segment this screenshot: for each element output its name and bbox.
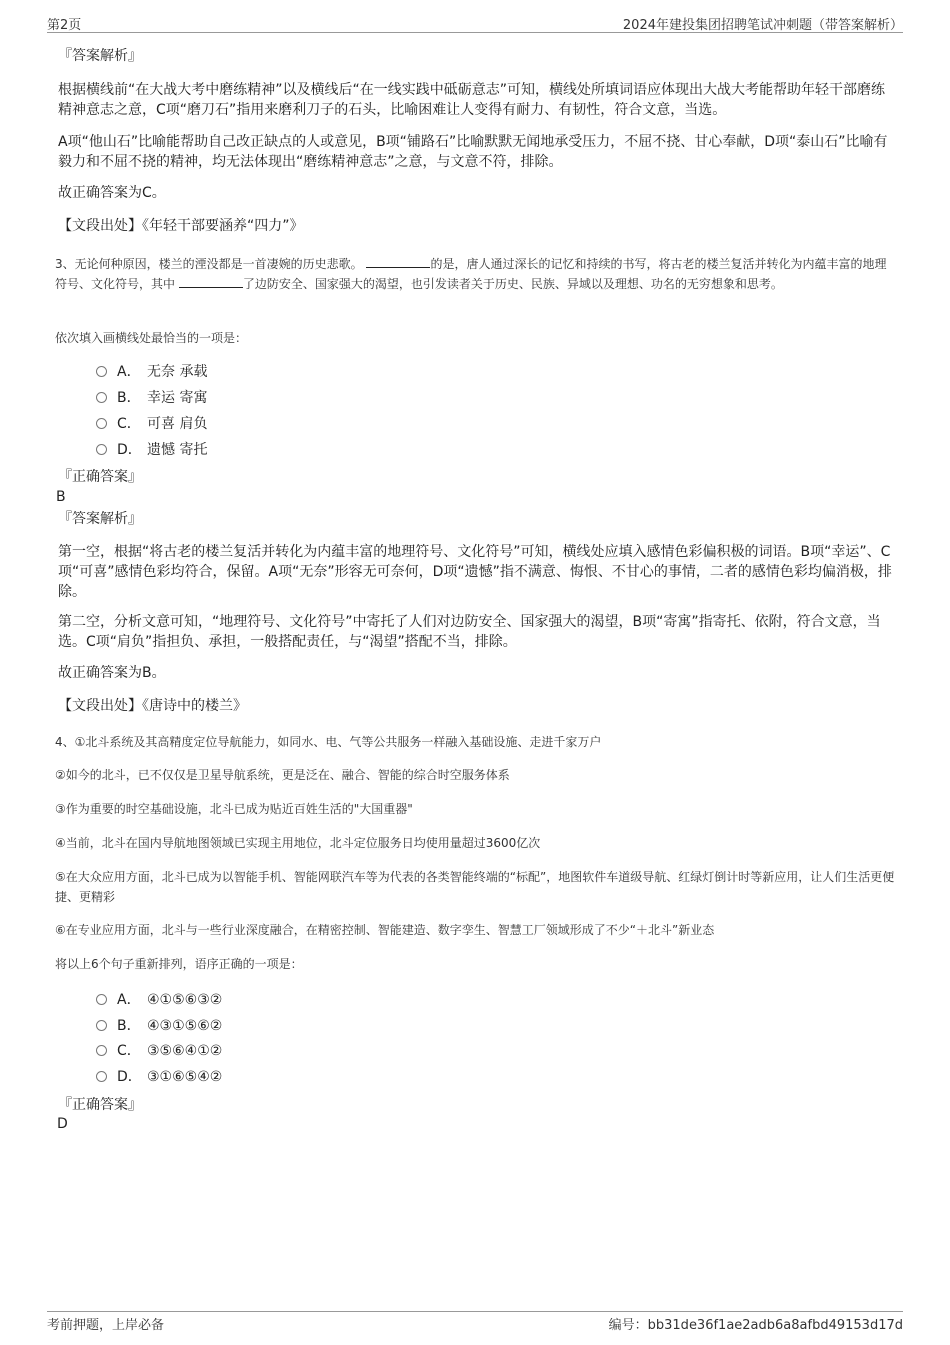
q4-sentence-1: 4、①北斗系统及其高精度定位导航能力，如同水、电、气等公共服务一样融入基础设施、走进千家万户 xyxy=(55,735,602,749)
footer-slogan: 考前押题，上岸必备 xyxy=(47,1318,165,1333)
footer-serial: 编号：bb31de36f1ae2adb6a8afbd49153d17d xyxy=(608,1318,903,1333)
q4-answer-label: 『正确答案』 xyxy=(58,1097,142,1113)
q4-sentence-4: ④当前，北斗在国内导航地图领域已实现主用地位，北斗定位服务日均使用量超过3600亿次 xyxy=(55,836,541,850)
q3-stem-part-b: 的是，唐人通过深长的记忆和持续的书写，将古老的楼兰复活并转化为内蕴丰富的地理符号、文化符号，其中 xyxy=(55,257,887,291)
q3-option-a[interactable]: A． 无奈 承载 xyxy=(96,362,207,382)
blank-line-1 xyxy=(366,255,430,268)
q2-analysis-label: 『答案解析』 xyxy=(58,48,142,64)
radio-icon[interactable] xyxy=(96,392,107,403)
q4-prompt: 将以上6个句子重新排列，语序正确的一项是： xyxy=(55,957,303,971)
page-footer xyxy=(47,1311,903,1332)
q3-analysis-p1: 第一空，根据“将古老的楼兰复活并转化为内蕴丰富的地理符号、文化符号”可知，横线处应填入感情色彩偏积极的词语。B项“幸运”、C项“可喜”感情色彩均符合，保留。A项“无奈”形容无可奈何，D项“遗憾”指不满意、悔恨、不甘心的事情，二者的感情色彩均偏消极，排除。 xyxy=(58,544,892,600)
radio-icon[interactable] xyxy=(96,1020,107,1031)
q4-option-b[interactable]: B． ④③①⑤⑥② xyxy=(96,1016,222,1036)
q3-analysis-label: 『答案解析』 xyxy=(58,511,142,527)
q3-option-b[interactable]: B． 幸运 寄寓 xyxy=(96,388,207,408)
q4-option-c[interactable]: C． ③⑤⑥④①② xyxy=(96,1041,222,1061)
blank-line-2 xyxy=(179,275,243,288)
q4-option-d[interactable]: D． ③①⑥⑤④② xyxy=(96,1067,222,1087)
q3-stem xyxy=(55,254,897,294)
q3-source: 【文段出处】《唐诗中的楼兰》 xyxy=(58,698,247,714)
q2-analysis-p2: A项“他山石”比喻能帮助自己改正缺点的人或意见，B项“铺路石”比喻默默无闻地承受压力，不屈不挠、甘心奉献，D项“泰山石”比喻有毅力和不屈不挠的精神，均无法体现出“磨练精神意志”之意，与文意不符，排除。 xyxy=(58,134,888,170)
q3-stem-part-c: 了边防安全、国家强大的渴望，也引发读者关于历史、民族、异域以及理想、功名的无穷想象和思考。 xyxy=(242,277,783,291)
page-number: 第2页 xyxy=(47,18,82,33)
q3-analysis-p2: 第二空，分析文意可知，“地理符号、文化符号”中寄托了人们对边防安全、国家强大的渴望，B项“寄寓”指寄托、依附，符合文意，当选。C项“肩负”指担负、承担，一般搭配责任，与“渴望”搭配不当，排除。 xyxy=(58,614,881,650)
q2-source: 【文段出处】《年轻干部要涵养“四力”》 xyxy=(58,218,304,234)
q3-option-c[interactable]: C． 可喜 肩负 xyxy=(96,414,207,434)
q4-sentence-2: ②如今的北斗，已不仅仅是卫星导航系统，更是泛在、融合、智能的综合时空服务体系 xyxy=(55,768,510,782)
page-header xyxy=(47,12,903,33)
q2-conclusion: 故正确答案为C。 xyxy=(58,185,166,201)
radio-icon[interactable] xyxy=(96,366,107,377)
q3-option-d[interactable]: D． 遗憾 寄托 xyxy=(96,440,207,460)
q3-stem-part-a: 3、无论何种原因，楼兰的湮没都是一首凄婉的历史悲歌。 xyxy=(55,257,363,271)
radio-icon[interactable] xyxy=(96,1071,107,1082)
q3-prompt: 依次填入画横线处最恰当的一项是： xyxy=(55,331,248,345)
q2-analysis-p1: 根据横线前“在大战大考中磨练精神”以及横线后“在一线实践中砥砺意志”可知，横线处所填词语应体现出大战大考能帮助年轻干部磨练精神意志之意，C项“磨刀石”指用来磨利刀子的石头，比喻困难让人变得有耐力、有韧性，符合文意，当选。 xyxy=(58,82,886,118)
q4-option-a[interactable]: A． ④①⑤⑥③② xyxy=(96,990,222,1010)
radio-icon[interactable] xyxy=(96,994,107,1005)
q3-answer: B xyxy=(56,489,66,505)
q4-answer: D xyxy=(57,1116,68,1132)
radio-icon[interactable] xyxy=(96,418,107,429)
radio-icon[interactable] xyxy=(96,1045,107,1056)
q4-sentence-3: ③作为重要的时空基础设施，北斗已成为贴近百姓生活的"大国重器" xyxy=(55,802,413,816)
document-title: 2024年建投集团招聘笔试冲刺题（带答案解析） xyxy=(622,18,903,33)
q3-answer-label: 『正确答案』 xyxy=(58,469,142,485)
q4-sentence-5: ⑤在大众应用方面，北斗已成为以智能手机、智能网联汽车等为代表的各类智能终端的“标配”，地图软件车道级导航、红绿灯倒计时等新应用，让人们生活更便捷、更精彩 xyxy=(55,870,895,904)
radio-icon[interactable] xyxy=(96,444,107,455)
q4-sentence-6: ⑥在专业应用方面，北斗与一些行业深度融合，在精密控制、智能建造、数字孪生、智慧工厂领域形成了不少“＋北斗”新业态 xyxy=(55,923,715,937)
q3-conclusion: 故正确答案为B。 xyxy=(58,665,166,681)
